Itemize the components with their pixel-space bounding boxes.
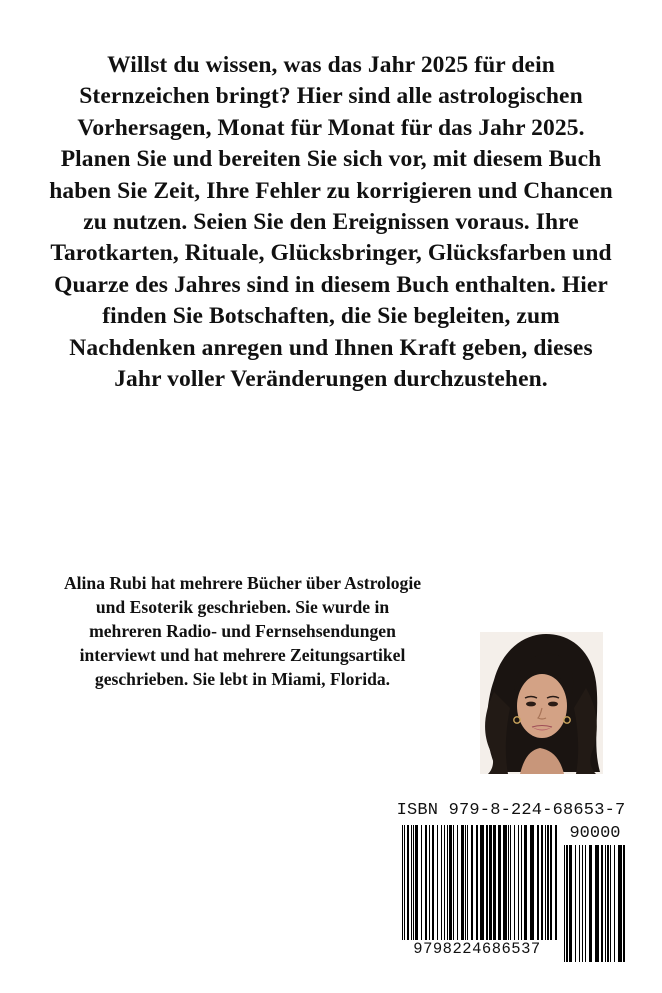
- blurb-line: Quarze des Jahres sind in diesem Buch enthalten. Hier: [54, 271, 608, 298]
- barcode-bar: [541, 825, 543, 941]
- barcode-bar: [566, 845, 568, 962]
- barcode-bar: [444, 825, 445, 941]
- barcode-bar: [493, 825, 496, 941]
- barcode-bar: [415, 825, 418, 941]
- barcode-bar: [555, 825, 557, 949]
- barcode-bar: [421, 825, 422, 941]
- barcode-bar: [432, 825, 434, 941]
- barcode-bars: [388, 797, 634, 964]
- author-photo: [480, 632, 603, 774]
- barcode-bar: [480, 825, 484, 941]
- isbn-barcode: [388, 797, 634, 964]
- barcode-bar: [521, 825, 522, 941]
- barcode-bar: [486, 825, 488, 941]
- bio-line: und Esoterik geschrieben. Sie wurde in: [95, 597, 390, 617]
- blurb-line: zu nutzen. Seien Sie den Ereignissen voraus. Ihre: [83, 209, 579, 236]
- barcode-bar: [425, 825, 427, 941]
- barcode-bar: [457, 825, 458, 941]
- barcode-bar: [605, 845, 606, 962]
- barcode-bar: [453, 825, 454, 941]
- barcode-bar: [429, 825, 430, 941]
- barcode-bar: [447, 825, 448, 941]
- bio-line: Alina Rubi hat mehrere Bücher über Astrologie: [63, 573, 422, 593]
- blurb-line: Nachdenken anregen und Ihnen Kraft geben, dieses: [69, 334, 593, 361]
- author-portrait-illustration: [480, 632, 603, 774]
- barcode-bar: [510, 825, 511, 941]
- bio-line: geschrieben. Sie lebt in Miami, Florida.: [94, 669, 391, 689]
- barcode-bar: [550, 825, 552, 941]
- barcode-bar: [471, 825, 473, 941]
- barcode-bar: [449, 825, 452, 941]
- barcode-bar: [467, 825, 468, 941]
- barcode-bar: [623, 845, 625, 962]
- barcode-bar: [607, 845, 609, 962]
- isbn-label: ISBN 979-8-224-68653-7: [396, 801, 626, 820]
- back-cover-blurb: [20, 50, 642, 395]
- blurb-line: Willst du wissen, was das Jahr 2025 für dein: [107, 52, 555, 78]
- blurb-line: Vorhersagen, Monat für Monat für das Jahr 2025.: [77, 114, 585, 141]
- barcode-bar: [614, 845, 615, 962]
- barcode-bar: [545, 825, 546, 941]
- bio-line: mehreren Radio- und Fernsehsendungen: [89, 621, 396, 641]
- barcode-bar: [402, 825, 403, 949]
- barcode-bar: [411, 825, 412, 941]
- barcode-bar: [441, 825, 442, 941]
- blurb-line: Planen Sie und bereiten Sie sich vor, mit diesem Buch: [60, 146, 602, 173]
- barcode-bar: [476, 825, 478, 941]
- barcode-bar: [585, 845, 586, 962]
- barcode-bar: [610, 845, 611, 962]
- blurb-line: Tarotkarten, Rituale, Glücksbringer, Glücksfarben und: [50, 240, 612, 267]
- barcode-bar: [579, 845, 580, 962]
- blurb-line: finden Sie Botschaften, die Sie begleiten, zum: [102, 303, 560, 330]
- barcode-addon-digits: 90000: [569, 824, 621, 843]
- barcode-bar: [407, 825, 409, 941]
- barcode-bar: [498, 825, 501, 941]
- barcode-bar: [413, 825, 414, 941]
- barcode-ean-digits: 9798224686537: [392, 940, 562, 958]
- barcode-bar: [518, 825, 519, 941]
- barcode-bar: [461, 825, 464, 941]
- barcode-bar: [589, 845, 592, 962]
- barcode-bar: [508, 825, 509, 941]
- barcode-bar: [601, 845, 603, 962]
- barcode-bar: [489, 825, 492, 941]
- barcode-bar: [524, 825, 527, 941]
- bio-line: interviewt und hat mehrere Zeitungsartikel: [79, 645, 406, 665]
- barcode-bar: [437, 825, 438, 941]
- barcode-bar: [537, 825, 539, 941]
- barcode-bar: [404, 825, 405, 949]
- barcode-bar: [530, 825, 534, 941]
- barcode-bar: [618, 845, 622, 962]
- author-bio: [30, 571, 455, 691]
- barcode-bar: [514, 825, 515, 941]
- barcode-bar: [569, 845, 572, 962]
- barcode-bar: [465, 825, 466, 941]
- blurb-line: Sternzeichen bringt? Hier sind alle astrologischen: [79, 83, 583, 110]
- barcode-bar: [595, 845, 599, 962]
- barcode-bar: [575, 845, 576, 962]
- barcode-bar: [547, 825, 549, 941]
- barcode-bar: [564, 845, 565, 962]
- blurb-line: Jahr voller Veränderungen durchzustehen.: [114, 366, 548, 393]
- barcode-bar: [582, 845, 583, 962]
- barcode-bar: [503, 825, 507, 941]
- blurb-line: haben Sie Zeit, Ihre Fehler zu korrigieren und Chancen: [49, 177, 613, 204]
